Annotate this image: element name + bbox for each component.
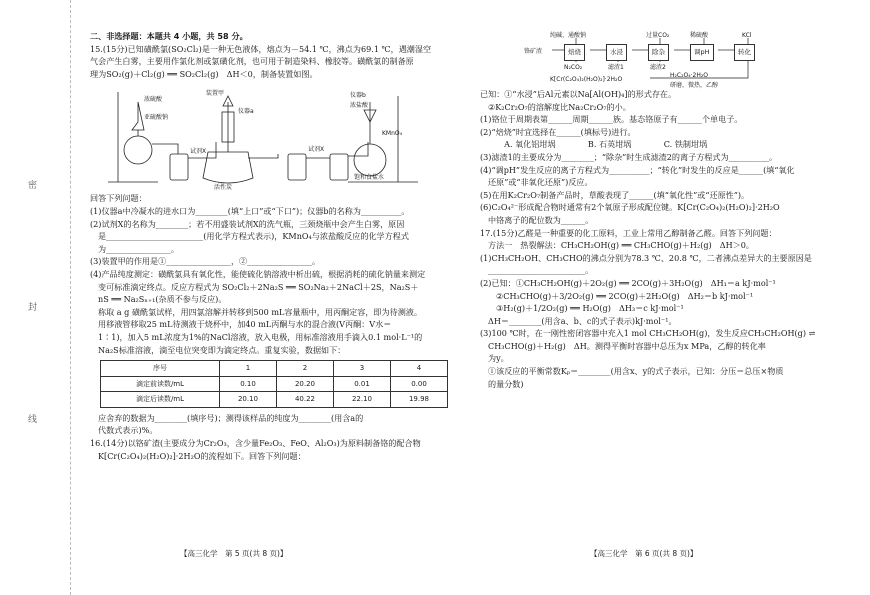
- q16-1: (1)铬位于周期表第______周期______族。基态铬原子有______个单电子。: [480, 114, 743, 125]
- label-instrument-a: 仪器a: [238, 108, 254, 116]
- q16-3: (3)滤渣1的主要成分为________；“除杂”时生成滤渣2的离子方程式为__________。: [480, 151, 778, 162]
- q15-2-a: (2)试剂X的名称为________；若不用盛装试剂X的洗气瓶，三颈烧瓶中会产生白雾，原因: [90, 218, 405, 229]
- flow-input-co2: 过量CO₂: [646, 32, 670, 39]
- label-sat-brine: 饱和食盐水: [354, 174, 385, 182]
- binding-char-seal: 密: [28, 181, 38, 191]
- q16-2-options: A. 氧化铝坩埚 B. 石英坩埚 C. 铁制坩埚: [496, 139, 708, 150]
- table-header-cell: 序号: [101, 361, 220, 377]
- label-reagent-x-2: 试剂X: [308, 146, 325, 154]
- label-activated-carbon: 活性炭: [214, 184, 233, 192]
- table-header-cell: 1: [220, 361, 277, 377]
- q15-line-2: 气会产生白雾，主要用作氯化剂或氯磺化剂，也可用于制造染料、橡胶等。磺酰氯的制备原: [90, 56, 414, 67]
- flow-input-soda: 纯碱、通酸钠: [550, 32, 587, 39]
- binding-char-line: 线: [28, 415, 38, 425]
- flow-residue-1: 滤渣1: [608, 64, 624, 71]
- q15-4-e: 用移液管移取25 mL待测液于烧杯中，加40 mL丙酮与水的混合液(V丙酮：V水＝: [98, 319, 392, 330]
- flow-input-acid: 稀硫酸: [690, 32, 709, 39]
- page-footer-right: 【高三化学 第 6 页(共 8 页)】: [590, 549, 698, 558]
- q15-4-i: 代数式表示)%。: [98, 425, 158, 436]
- q15-3: (3)装置甲的作用是①________________，②________________。: [90, 256, 320, 267]
- q17-3-c: 为y。: [488, 353, 509, 364]
- page-footer-left: 【高三化学 第 5 页(共 8 页)】: [180, 549, 288, 558]
- label-conc-sulfuric: 浓硫酸: [144, 96, 163, 104]
- flow-input-kcl: KCl: [742, 32, 752, 39]
- table-cell: 40.22: [277, 392, 334, 408]
- label-kmno4: KMnO₄: [382, 130, 403, 138]
- table-cell: 22.10: [334, 392, 391, 408]
- q15-4-f: 1∶1)，加入5 mL浓度为1%的NaCl溶液，放入电极，用标准溶液用手滴入0.1 mol·L⁻¹的: [98, 331, 423, 342]
- table-row: [101, 392, 448, 408]
- binding-char-close: 封: [28, 303, 38, 313]
- q17-1-a: (1)CH₃CH₂OH、CH₃CHO的沸点分别为78.3 ℃、20.8 ℃，二者沸点差异大的主要原因是: [480, 252, 812, 263]
- q15-4-g: Na₂S标准溶液，滴至电位突变即为滴定终点。重复实验，数据如下：: [98, 344, 346, 355]
- label-conc-hcl: 浓盐酸: [350, 102, 369, 110]
- table-cell: 19.98: [391, 392, 448, 408]
- q16-known-1: 已知：①“水浸”后Al元素以Na[Al(OH)₄]的形式存在。: [480, 89, 677, 99]
- flow-step-ph: 调pH: [690, 44, 714, 61]
- flow-reagent-oxalic: H₂C₂O₄·2H₂O: [670, 72, 709, 79]
- label-reagent-x-1: 试剂X: [190, 148, 207, 156]
- q15-4-a: (4)产品纯度测定：磺酰氯具有氧化性，能使硫化钠溶液中析出硫，根据消耗的硫化钠量来测定: [90, 268, 426, 279]
- q17-method-1: 方法一 热裂解法：CH₃CH₂OH(g) ══ CH₃CHO(g)＋H₂(g) ΔH＞0。: [488, 240, 755, 251]
- q15-4-c: nS ══ Na₂Sₙ₊₁(杂质不参与反应)。: [98, 294, 227, 305]
- label-device-a: 装置甲: [206, 90, 225, 98]
- table-header-cell: 2: [277, 361, 334, 377]
- q16-4-b: 还原”或“非氧化还原”)反应。: [488, 177, 593, 188]
- right-column: [480, 30, 838, 390]
- q16-2: (2)“焙烧”时宜选择在______(填标号)进行。: [480, 126, 636, 137]
- q17-intro: 17.(15分)乙醛是一种重要的化工原料，工业上常用乙醇制备乙醛。回答下列问题：: [480, 227, 777, 238]
- binding-margin: [0, 0, 71, 595]
- table-row: [101, 361, 448, 377]
- q17-2-a: (2)已知：①CH₃CH₂OH(g)＋2O₂(g) ══ 2CO(g)＋3H₂O(g) ΔH₁＝a kJ·mol⁻¹: [480, 277, 776, 288]
- q16-6-a: (6)C₂O₄²⁻形成配合物时通常有2个氧原子形成配位键。K[Cr(C₂O₄)₂(H₂O)₂]·2H₂O: [480, 202, 780, 213]
- q15-1: (1)仪器a中冷凝水的进水口为________(填“上口”或“下口”)；仪器b的名称为__________。: [90, 205, 410, 216]
- process-flow-diagram: [524, 30, 830, 89]
- table-header-cell: 4: [391, 361, 448, 377]
- flow-step-convert: 转化: [734, 44, 755, 61]
- flow-step-purify: 除杂: [648, 44, 669, 61]
- flow-step-leach: 水浸: [606, 44, 627, 61]
- q17-3-e: 的量分数): [488, 378, 524, 389]
- flow-byproduct: N₂CO₂: [564, 64, 583, 71]
- flow-residue-2: 滤渣2: [650, 64, 666, 71]
- section-heading: 二、非选择题：本题共 4 小题，共 58 分。: [90, 31, 248, 41]
- q17-3-b: CH₃CHO(g)＋H₂(g) ΔH。测得平衡时容器中总压为x MPa，乙醇的转化率: [488, 340, 766, 351]
- q17-2-b: ②CH₃CHO(g)＋3/2O₂(g) ══ 2CO(g)＋2H₂O(g) ΔH₂＝b kJ·mol⁻¹: [496, 290, 754, 301]
- q16-known-2: ②K₂Cr₂O₇的溶解度比Na₂Cr₂O₇的小。: [488, 101, 631, 112]
- q16-6-b: 中铬离子的配位数为______。: [488, 214, 594, 225]
- q15-prompt: 回答下列问题：: [90, 193, 147, 204]
- table-cell: 滴定后读数/mL: [101, 392, 220, 408]
- flow-condition: 研磨，微热，乙醇: [670, 82, 719, 89]
- table-cell: 20.10: [220, 392, 277, 408]
- titration-table: [100, 360, 448, 408]
- flow-step-roast: 焙烧: [564, 44, 585, 61]
- q17-3-d: ①该反应的平衡常数Kₚ＝________(用含x、y的式子表示，已知：分压＝总压×物质: [488, 366, 784, 377]
- q15-4-d: 称取 a g 磺酰氯试样，用四氯溶解并转移到500 mL容量瓶中，用丙酮定容，即为待测液。: [98, 306, 422, 317]
- q17-2-d: ΔH＝________(用含a、b、c的式子表示)kJ·mol⁻¹。: [488, 315, 677, 326]
- flow-product: K[Cr(C₂O₄)₂(H₂O)₂]·2H₂O: [550, 76, 623, 83]
- q16-4-a: (4)“调pH”发生反应的离子方程式为__________；“转化”时发生的反应是______(填“氧化: [480, 164, 795, 175]
- table-cell: 0.01: [334, 376, 391, 392]
- q15-4-b: 变可标准滴定终点。反应方程式为 SO₂Cl₂＋2Na₂S ══ SO₂Na₂＋2NaCl＋2S，Na₂S＋: [98, 281, 419, 292]
- table-row: [101, 376, 448, 392]
- q16-5: (5)在用K₂Cr₂O₇制备产品时，草酸表现了______(填“氧化性”或“还原性”)。: [480, 189, 750, 200]
- q17-3-a: (3)100 ℃时，在一刚性密闭容器中充入1 mol CH₃CH₂OH(g)，发生反应CH₃CH₂OH(g) ⇌: [480, 328, 816, 339]
- q17-2-c: ③H₂(g)＋1/2O₂(g) ══ H₂O(g) ΔH₃＝c kJ·mol⁻¹: [496, 303, 684, 314]
- table-cell: 0.00: [391, 376, 448, 392]
- q15-2-c: 为________________。: [98, 243, 179, 254]
- q15-2-b: 是________________________(用化学方程式表示)，KMnO₄与浓盐酸反应的化学方程式: [98, 231, 409, 242]
- table-cell: 20.20: [277, 376, 334, 392]
- q17-1-b: ________________________。: [488, 265, 594, 276]
- q16-line-1: 16.(14分)以铬矿渣(主要成分为Cr₂O₃，含少量Fe₂O₃、FeO、Al₂O₃)为原料制备铬的配合物: [90, 438, 421, 449]
- apparatus-diagram: [98, 82, 438, 190]
- q15-line-3: 理为SO₂(g)＋Cl₂(g) ══ SO₂Cl₂(g) ΔH＜0，制备装置如图。: [90, 68, 318, 79]
- table-header-cell: 3: [334, 361, 391, 377]
- q16-line-2: K[Cr(C₂O₄)₂(H₂O)₂]·2H₂O的流程如下。回答下列问题：: [98, 450, 306, 461]
- q15-4-h: 应舍弃的数据为________(填序号)；测得该样品的纯度为________(用含a的: [98, 412, 364, 423]
- q15-line-1: 15.(15分)已知磺酰氯(SO₂Cl₂)是一种无色液体，熔点为－54.1 ℃，沸点为69.1 ℃，遇潮湿空: [90, 43, 432, 54]
- table-cell: 0.10: [220, 376, 277, 392]
- left-column: [90, 30, 455, 462]
- table-cell: 滴定前读数/mL: [101, 376, 220, 392]
- label-instrument-b: 仪器b: [350, 92, 366, 100]
- label-sodium-sulfite: 亚硫酸钠: [144, 114, 169, 122]
- flow-ore: 铬矿渣: [524, 48, 543, 55]
